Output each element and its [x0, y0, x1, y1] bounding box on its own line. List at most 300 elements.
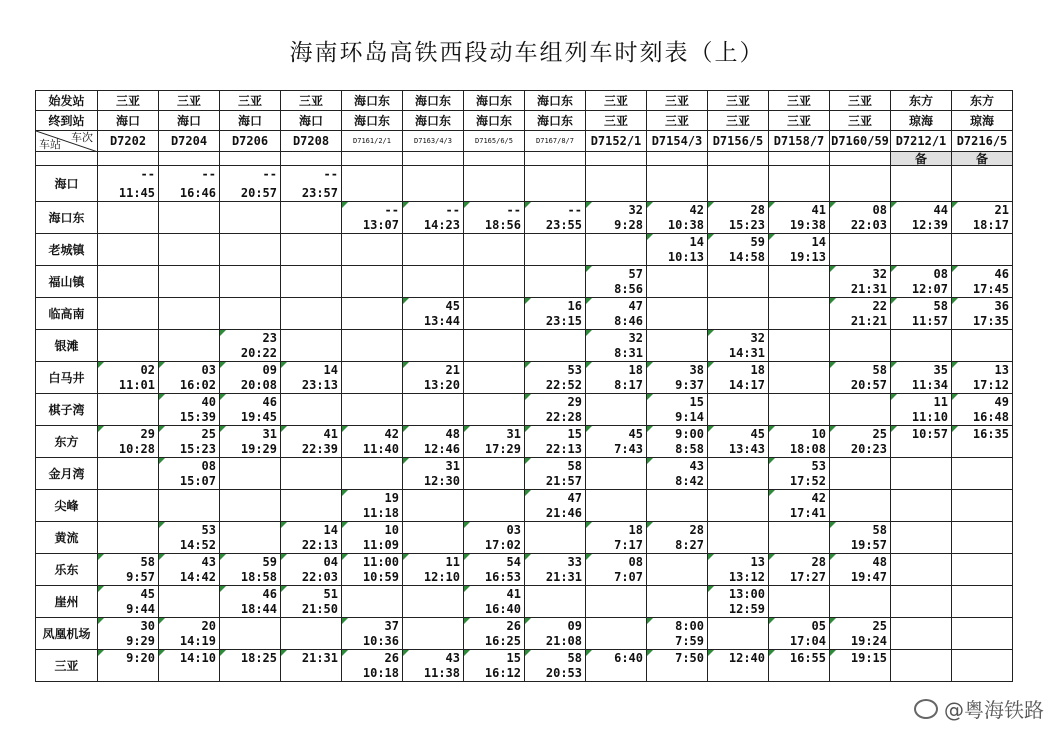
time-cell — [220, 362, 281, 394]
station-row — [36, 394, 1013, 426]
station-name: 三亚 — [36, 650, 98, 682]
time-cell — [708, 394, 769, 426]
time-cell — [708, 298, 769, 330]
arrival-time: 08 — [872, 203, 887, 217]
time-cell — [708, 234, 769, 266]
time-cell — [525, 394, 586, 426]
time-cell — [708, 618, 769, 650]
time-cell — [403, 650, 464, 682]
timetable-title: 海南环岛高铁西段动车组列车时刻表（上） — [289, 40, 765, 66]
time-cell — [403, 266, 464, 298]
departure-time: 7:59 — [675, 634, 704, 648]
time-cell — [159, 202, 220, 234]
arrival-time: 22 — [872, 299, 887, 313]
time-cell — [220, 458, 281, 490]
time-cell — [281, 458, 342, 490]
time-cell — [891, 166, 952, 202]
time-cell — [525, 586, 586, 618]
time-cell — [647, 586, 708, 618]
time-cell — [220, 650, 281, 682]
train-origin: 三亚 — [220, 91, 281, 111]
time-cell — [342, 266, 403, 298]
train-number: D7165/6/5 — [464, 131, 525, 152]
departure-time: 8:42 — [675, 474, 704, 488]
time-cell — [464, 458, 525, 490]
departure-time: 17:27 — [789, 570, 826, 584]
time-cell — [159, 554, 220, 586]
departure-time: 7:43 — [614, 442, 643, 456]
arrival-time: 13:00 — [728, 587, 765, 601]
time-cell — [464, 426, 525, 458]
arrival-time: 31 — [262, 427, 277, 441]
departure-time: 16:40 — [484, 602, 521, 616]
departure-time: 17:29 — [484, 442, 521, 456]
time-cell — [830, 166, 891, 202]
time-cell — [525, 650, 586, 682]
time-cell — [525, 202, 586, 234]
train-destination: 海口东 — [464, 111, 525, 131]
departure-time: 23:13 — [301, 378, 338, 392]
time-cell — [281, 166, 342, 202]
train-destination: 海口东 — [342, 111, 403, 131]
time-cell — [891, 234, 952, 266]
arrival-time: 31 — [445, 459, 460, 473]
departure-time: 19:13 — [789, 250, 826, 264]
time-cell — [891, 586, 952, 618]
arrival-time: 43 — [201, 555, 216, 569]
time-cell — [586, 522, 647, 554]
time-cell — [525, 458, 586, 490]
arrival-time: 04 — [323, 555, 338, 569]
departure-time: 22:13 — [301, 538, 338, 552]
arrival-time: 18:25 — [240, 651, 277, 665]
time-cell — [342, 330, 403, 362]
arrival-time: 32 — [628, 331, 643, 345]
departure-time: 21:57 — [545, 474, 582, 488]
time-cell — [98, 202, 159, 234]
time-cell — [281, 234, 342, 266]
departure-time: 12:07 — [911, 282, 948, 296]
time-cell — [98, 426, 159, 458]
time-cell — [586, 362, 647, 394]
station-row — [36, 266, 1013, 298]
time-cell — [342, 202, 403, 234]
departure-time: 14:17 — [728, 378, 765, 392]
time-cell — [586, 394, 647, 426]
station-name: 东方 — [36, 426, 98, 458]
arrival-time: 26 — [506, 619, 521, 633]
train-destination: 海口东 — [525, 111, 586, 131]
time-cell — [220, 522, 281, 554]
time-cell — [464, 522, 525, 554]
time-cell — [952, 618, 1013, 650]
time-cell — [708, 650, 769, 682]
arrival-time: 47 — [628, 299, 643, 313]
arrival-time: 32 — [628, 203, 643, 217]
time-cell — [830, 394, 891, 426]
time-cell — [98, 298, 159, 330]
departure-time: 9:14 — [675, 410, 704, 424]
time-cell — [952, 266, 1013, 298]
station-name: 海口东 — [36, 202, 98, 234]
arrival-time: 30 — [140, 619, 155, 633]
arrival-time: 38 — [689, 363, 704, 377]
arrival-time: 20 — [201, 619, 216, 633]
departure-time: 22:39 — [301, 442, 338, 456]
time-cell — [830, 490, 891, 522]
time-cell — [342, 166, 403, 202]
station-row — [36, 426, 1013, 458]
time-cell — [891, 522, 952, 554]
arrival-time: 58 — [140, 555, 155, 569]
time-cell — [281, 426, 342, 458]
time-cell — [98, 458, 159, 490]
time-cell — [98, 586, 159, 618]
arrival-time: 45 — [445, 299, 460, 313]
train-number: D7202 — [98, 131, 159, 152]
time-cell — [220, 234, 281, 266]
time-cell — [891, 394, 952, 426]
time-cell — [159, 166, 220, 202]
departure-time: 17:41 — [789, 506, 826, 520]
arrival-time: 41 — [506, 587, 521, 601]
time-cell — [281, 330, 342, 362]
train-origin: 海口东 — [464, 91, 525, 111]
time-cell — [647, 298, 708, 330]
arrival-time: -- — [384, 203, 399, 217]
time-cell — [464, 618, 525, 650]
departure-time: 20:57 — [240, 186, 277, 200]
station-name: 临高南 — [36, 298, 98, 330]
train-origin: 三亚 — [769, 91, 830, 111]
station-name: 凤凰机场 — [36, 618, 98, 650]
time-cell — [220, 554, 281, 586]
time-cell — [159, 298, 220, 330]
arrival-time: -- — [445, 203, 460, 217]
time-cell — [769, 234, 830, 266]
departure-time: 11:09 — [362, 538, 399, 552]
time-cell — [159, 234, 220, 266]
station-row — [36, 202, 1013, 234]
time-cell — [159, 362, 220, 394]
arrival-time: 43 — [445, 651, 460, 665]
time-cell — [769, 202, 830, 234]
departure-time: 15:39 — [179, 410, 216, 424]
time-cell — [98, 490, 159, 522]
departure-time: 21:46 — [545, 506, 582, 520]
time-cell — [98, 166, 159, 202]
time-cell — [830, 554, 891, 586]
station-row — [36, 554, 1013, 586]
train-destination: 海口 — [98, 111, 159, 131]
arrival-time: -- — [140, 167, 155, 181]
time-cell — [403, 394, 464, 426]
time-cell — [464, 394, 525, 426]
departure-time: 13:20 — [423, 378, 460, 392]
time-cell — [952, 522, 1013, 554]
reserve-cell — [525, 152, 586, 166]
arrival-time: 21:31 — [301, 651, 338, 665]
time-cell — [159, 490, 220, 522]
arrival-time: 09 — [567, 619, 582, 633]
arrival-time: 10 — [811, 427, 826, 441]
departure-time: 22:52 — [545, 378, 582, 392]
time-cell — [159, 458, 220, 490]
arrival-time: 08 — [933, 267, 948, 281]
time-cell — [281, 650, 342, 682]
time-cell — [98, 650, 159, 682]
weibo-icon — [914, 699, 938, 719]
time-cell — [586, 234, 647, 266]
departure-time: 17:02 — [484, 538, 521, 552]
arrival-time: 26 — [384, 651, 399, 665]
time-cell — [769, 554, 830, 586]
departure-time: 11:45 — [118, 186, 155, 200]
departure-time: 22:28 — [545, 410, 582, 424]
departure-time: 16:46 — [179, 186, 216, 200]
train-origin: 海口东 — [342, 91, 403, 111]
time-cell — [525, 266, 586, 298]
departure-time: 9:29 — [126, 634, 155, 648]
time-cell — [342, 522, 403, 554]
time-cell — [830, 234, 891, 266]
time-cell — [281, 522, 342, 554]
time-cell — [281, 554, 342, 586]
station-row — [36, 618, 1013, 650]
train-number: D7154/3 — [647, 131, 708, 152]
station-name: 黄流 — [36, 522, 98, 554]
time-cell — [769, 394, 830, 426]
arrival-time: -- — [323, 167, 338, 181]
departure-time: 12:30 — [423, 474, 460, 488]
departure-time: 8:46 — [614, 314, 643, 328]
arrival-time: 31 — [506, 427, 521, 441]
time-cell — [220, 298, 281, 330]
arrival-time: 53 — [811, 459, 826, 473]
departure-time: 15:23 — [179, 442, 216, 456]
time-cell — [830, 298, 891, 330]
time-cell — [342, 234, 403, 266]
time-cell — [708, 166, 769, 202]
time-cell — [830, 458, 891, 490]
departure-time: 11:18 — [362, 506, 399, 520]
arrival-time: 45 — [628, 427, 643, 441]
departure-time: 14:42 — [179, 570, 216, 584]
time-cell — [952, 202, 1013, 234]
train-destination: 三亚 — [830, 111, 891, 131]
arrival-time: 9:20 — [126, 651, 155, 665]
departure-time: 12:39 — [911, 218, 948, 232]
departure-time: 21:50 — [301, 602, 338, 616]
arrival-time: -- — [262, 167, 277, 181]
timetable — [35, 90, 1013, 682]
time-cell — [952, 426, 1013, 458]
time-cell — [647, 554, 708, 586]
departure-time: 12:10 — [423, 570, 460, 584]
departure-time: 19:45 — [240, 410, 277, 424]
arrival-time: 18 — [628, 523, 643, 537]
time-cell — [403, 458, 464, 490]
time-cell — [586, 330, 647, 362]
departure-time: 19:47 — [850, 570, 887, 584]
time-cell — [220, 394, 281, 426]
time-cell — [586, 490, 647, 522]
time-cell — [220, 618, 281, 650]
arrival-time: 13 — [994, 363, 1009, 377]
arrival-time: 28 — [811, 555, 826, 569]
reserve-cell — [708, 152, 769, 166]
time-cell — [647, 490, 708, 522]
departure-time: 8:31 — [614, 346, 643, 360]
arrival-time: 23 — [262, 331, 277, 345]
station-row — [36, 522, 1013, 554]
time-cell — [464, 202, 525, 234]
train-origin: 三亚 — [708, 91, 769, 111]
arrival-time: 16:55 — [789, 651, 826, 665]
departure-time: 17:12 — [972, 378, 1009, 392]
station-name: 老城镇 — [36, 234, 98, 266]
train-destination: 海口 — [159, 111, 220, 131]
arrival-time: 29 — [140, 427, 155, 441]
departure-time: 23:15 — [545, 314, 582, 328]
time-cell — [403, 586, 464, 618]
arrival-time: 42 — [811, 491, 826, 505]
station-name: 尖峰 — [36, 490, 98, 522]
arrival-time: 11:00 — [362, 555, 399, 569]
arrival-time: 19:15 — [850, 651, 887, 665]
departure-time: 14:58 — [728, 250, 765, 264]
arrival-time: 6:40 — [614, 651, 643, 665]
time-cell — [891, 266, 952, 298]
departure-time: 11:38 — [423, 666, 460, 680]
watermark — [914, 694, 1044, 723]
time-cell — [220, 330, 281, 362]
arrival-time: 08 — [628, 555, 643, 569]
station-row — [36, 490, 1013, 522]
departure-time: 14:19 — [179, 634, 216, 648]
time-cell — [98, 554, 159, 586]
time-cell — [647, 522, 708, 554]
time-cell — [952, 586, 1013, 618]
departure-time: 10:59 — [362, 570, 399, 584]
arrival-time: 45 — [140, 587, 155, 601]
time-cell — [647, 166, 708, 202]
departure-time: 11:01 — [118, 378, 155, 392]
station-name: 福山镇 — [36, 266, 98, 298]
train-number: D7208 — [281, 131, 342, 152]
time-cell — [281, 202, 342, 234]
time-cell — [952, 554, 1013, 586]
time-cell — [891, 650, 952, 682]
time-cell — [159, 586, 220, 618]
time-cell — [159, 650, 220, 682]
time-cell — [464, 166, 525, 202]
arrival-time: 21 — [994, 203, 1009, 217]
reserve-cell — [281, 152, 342, 166]
train-number: D7161/2/1 — [342, 131, 403, 152]
departure-time: 20:08 — [240, 378, 277, 392]
train-destination: 海口 — [281, 111, 342, 131]
time-cell — [342, 426, 403, 458]
time-cell — [708, 202, 769, 234]
arrival-time: 16:35 — [972, 427, 1009, 441]
time-cell — [647, 426, 708, 458]
arrival-time: 03 — [506, 523, 521, 537]
time-cell — [708, 490, 769, 522]
time-cell — [525, 490, 586, 522]
time-cell — [403, 166, 464, 202]
time-cell — [586, 266, 647, 298]
reserve-row — [36, 152, 1013, 166]
arrival-time: 49 — [994, 395, 1009, 409]
time-cell — [708, 522, 769, 554]
arrival-time: 13 — [750, 555, 765, 569]
time-cell — [98, 362, 159, 394]
arrival-time: 42 — [689, 203, 704, 217]
arrival-time: 58 — [872, 363, 887, 377]
time-cell — [891, 202, 952, 234]
departure-time: 17:45 — [972, 282, 1009, 296]
time-cell — [647, 650, 708, 682]
time-cell — [769, 618, 830, 650]
arrival-time: 58 — [567, 459, 582, 473]
arrival-time: 19 — [384, 491, 399, 505]
arrival-time: 42 — [384, 427, 399, 441]
train-number: D7167/8/7 — [525, 131, 586, 152]
time-cell — [159, 330, 220, 362]
arrival-time: 12:40 — [728, 651, 765, 665]
arrival-time: 14 — [323, 523, 338, 537]
time-cell — [342, 650, 403, 682]
arrival-time: 02 — [140, 363, 155, 377]
arrival-time: 11 — [445, 555, 460, 569]
time-cell — [342, 458, 403, 490]
departure-time: 21:31 — [545, 570, 582, 584]
train-origin: 东方 — [891, 91, 952, 111]
arrival-time: 47 — [567, 491, 582, 505]
time-cell — [769, 522, 830, 554]
time-cell — [952, 650, 1013, 682]
train-origin: 三亚 — [281, 91, 342, 111]
station-name: 海口 — [36, 166, 98, 202]
time-cell — [769, 490, 830, 522]
time-cell — [98, 234, 159, 266]
time-cell — [281, 490, 342, 522]
arrival-time: 16 — [567, 299, 582, 313]
reserve-cell — [586, 152, 647, 166]
arrival-time: 48 — [872, 555, 887, 569]
time-cell — [952, 362, 1013, 394]
station-name: 棋子湾 — [36, 394, 98, 426]
train-origin: 三亚 — [159, 91, 220, 111]
time-cell — [464, 330, 525, 362]
arrival-time: 28 — [689, 523, 704, 537]
time-cell — [525, 166, 586, 202]
time-cell — [586, 650, 647, 682]
time-cell — [769, 458, 830, 490]
departure-time: 17:52 — [789, 474, 826, 488]
time-cell — [525, 554, 586, 586]
time-cell — [586, 426, 647, 458]
time-cell — [342, 362, 403, 394]
time-cell — [403, 426, 464, 458]
time-cell — [586, 618, 647, 650]
station-row — [36, 458, 1013, 490]
time-cell — [281, 586, 342, 618]
time-cell — [891, 458, 952, 490]
time-cell — [891, 362, 952, 394]
time-cell — [952, 298, 1013, 330]
